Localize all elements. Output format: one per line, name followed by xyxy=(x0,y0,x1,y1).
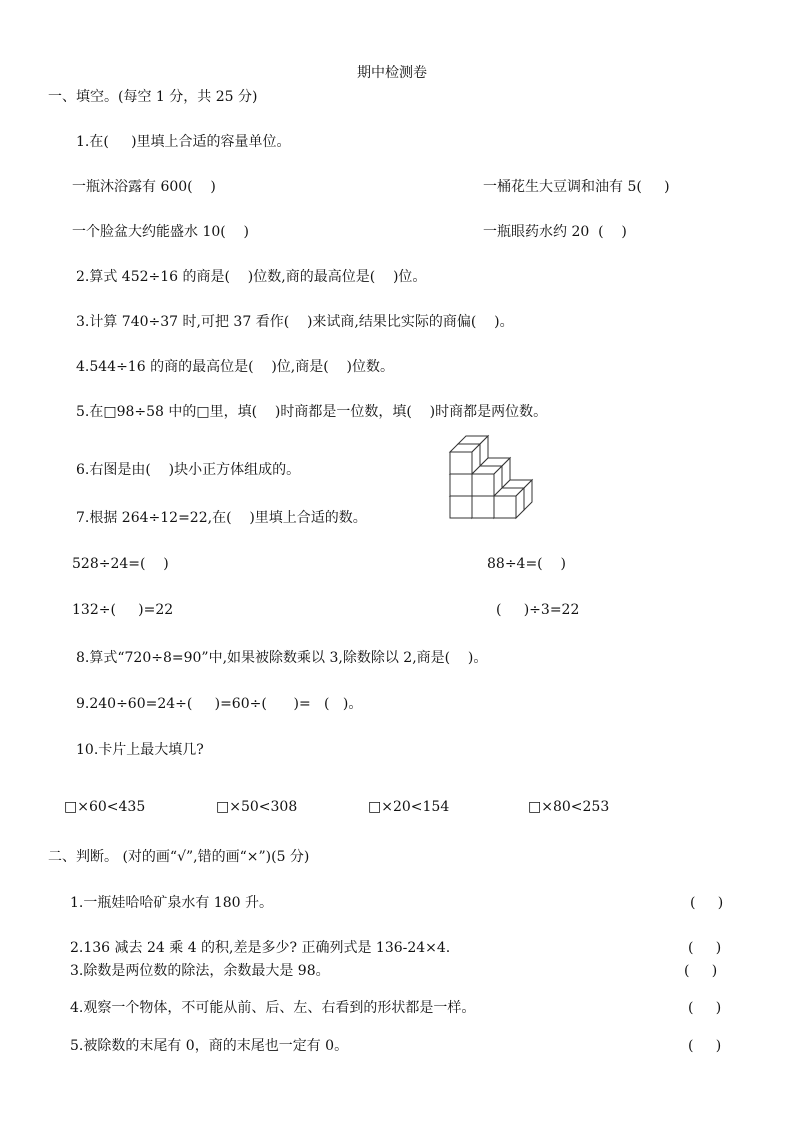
q7a: 528÷24=( ) xyxy=(72,556,169,572)
q10c: □×20<154 xyxy=(368,799,450,815)
q8: 8.算式“720÷8=90”中,如果被除数乘以 3,除数除以 2,商是( )。 xyxy=(76,650,488,666)
q7c: 132÷( )=22 xyxy=(72,602,174,618)
q1c: 一个脸盆大约能盛水 10( ) xyxy=(72,224,249,240)
q6: 6.右图是由( )块小正方体组成的。 xyxy=(76,462,301,478)
cube-front-0-2 xyxy=(450,444,480,474)
judge-item-5: 5.被除数的末尾有 0，商的末尾也一定有 0。 xyxy=(70,1038,349,1054)
q10a: □×60<435 xyxy=(64,799,146,815)
q7b: 88÷4=( ) xyxy=(487,556,566,572)
judge-mark-2[interactable]: ( ) xyxy=(688,940,722,956)
section2-heading: 二、判断。 (对的画“√”,错的画“×”)(5 分) xyxy=(48,849,310,865)
judge-mark-1[interactable]: ( ) xyxy=(690,895,724,911)
cube-stack-figure xyxy=(446,430,542,522)
q9: 9.240÷60=24÷( )=60÷( )= ( )。 xyxy=(76,696,363,712)
judge-item-1: 1.一瓶娃哈哈矿泉水有 180 升。 xyxy=(70,895,273,911)
q1: 1.在( )里填上合适的容量单位。 xyxy=(76,134,291,150)
q3: 3.计算 740÷37 时,可把 37 看作( )来试商,结果比实际的商偏( )。 xyxy=(76,314,514,330)
q2: 2.算式 452÷16 的商是( )位数,商的最高位是( )位。 xyxy=(76,269,427,285)
q5: 5.在□98÷58 中的□里，填( )时商都是一位数，填( )时商都是两位数。 xyxy=(76,404,548,420)
page-title: 期中检测卷 xyxy=(357,65,427,81)
judge-mark-3[interactable]: ( ) xyxy=(684,963,718,979)
judge-mark-5[interactable]: ( ) xyxy=(688,1038,722,1054)
q1b: 一桶花生大豆调和油有 5( ) xyxy=(483,179,670,195)
q7d: ( )÷3=22 xyxy=(496,602,580,618)
q10: 10.卡片上最大填几? xyxy=(76,742,204,758)
q1a: 一瓶沐浴露有 600( ) xyxy=(72,179,216,195)
q4: 4.544÷16 的商的最高位是( )位,商是( )位数。 xyxy=(76,359,394,375)
cube-front-1-1 xyxy=(472,466,502,496)
q1d: 一瓶眼药水约 20 ( ) xyxy=(483,224,627,240)
section1-heading: 一、填空。(每空 1 分，共 25 分) xyxy=(48,89,258,105)
judge-mark-4[interactable]: ( ) xyxy=(688,1000,722,1016)
q7: 7.根据 264÷12=22,在( )里填上合适的数。 xyxy=(76,510,367,526)
judge-item-4: 4.观察一个物体，不可能从前、后、左、右看到的形状都是一样。 xyxy=(70,1000,476,1016)
q10b: □×50<308 xyxy=(216,799,298,815)
judge-item-2: 2.136 减去 24 乘 4 的积,差是多少? 正确列式是 136-24×4. xyxy=(70,940,451,956)
cube-front-2-0 xyxy=(494,488,524,518)
judge-item-3: 3.除数是两位数的除法，余数最大是 98。 xyxy=(70,963,330,979)
q10d: □×80<253 xyxy=(528,799,610,815)
